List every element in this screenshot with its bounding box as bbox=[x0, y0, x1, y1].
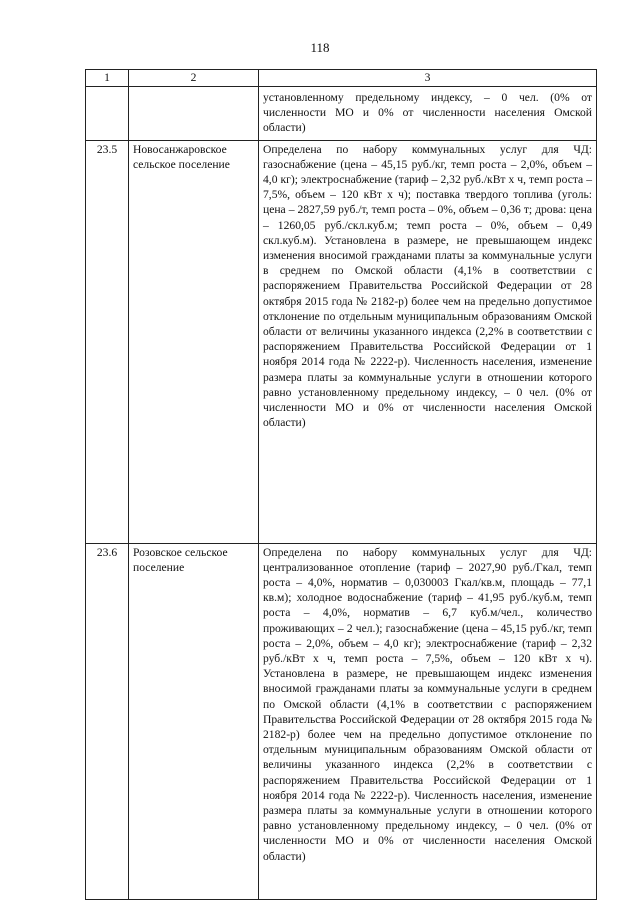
table-row-23-5 bbox=[86, 140, 597, 543]
row-number bbox=[86, 87, 129, 141]
municipality-name: Розовское сельское поселение bbox=[129, 543, 259, 899]
row-description: установленному предельному индексу, – 0 чел. (0% от численности МО и 0% от численности населения Омской области) bbox=[259, 87, 597, 141]
data-table bbox=[85, 69, 597, 900]
row-description: Определена по набору коммунальных услуг для ЧД: централизованное отопление (тариф – 2027,90 руб./Гкал, темп роста – 4,0%, норматив – 0,030003 Гкал/кв.м, площадь – 77,1 кв.м); холодное водоснабжение (тариф – 41,95 руб./куб.м, темп роста – 4,0%, норматив – 6,7 куб.м/чел., количество проживающих – 2 чел.); газоснабжение (цена – 45,15 руб./кг, темп роста – 2,0%, объем – 4,0 кг); электроснабжение (тариф – 2,32 руб./кВт х ч, темп роста – 7,5%, объем – 120 кВт х ч). Установлена в размере, не превышающем индекс изменения вносимой гражданами платы за коммунальные услуги в среднем по Омской области (4,1% в соответствии с распоряжением Правительства Российской Федерации от 28 октября 2015 года № 2182-р) более чем на предельно допустимое отклонение по отдельным муниципальным образованиям Омской области от величины указанного индекса (2,2% в соответствии с распоряжением Правительства Российской Федерации от 1 ноября 2014 года № 2222-р). Численность населения, изменение размера платы за коммунальные услуги в отношении которого равно установленному предельному индексу, – 0 чел. (0% от численности МО и 0% от численности населения Омской области) bbox=[259, 543, 597, 899]
table-header-row bbox=[86, 70, 597, 87]
row-description: Определена по набору коммунальных услуг для ЧД: газоснабжение (цена – 45,15 руб./кг, темп роста – 2,0%, объем – 4,0 кг); электроснабжение (тариф – 2,32 руб./кВт х ч, темп роста – 7,5%, объем – 120 кВт х ч); поставка твердого топлива (уголь: цена – 2827,59 руб./т, темп роста – 0%, объем – 0,36 т; дрова: цена – 1260,05 руб./скл.куб.м; темп роста – 0%, объем – 0,49 скл.куб.м). Установлена в размере, не превышающем индекс изменения вносимой гражданами платы за коммунальные услуги в среднем по Омской области (4,1% в соответствии с распоряжением Правительства Российской Федерации от 28 октября 2015 года № 2182-р) более чем на предельно допустимое отклонение по отдельным муниципальным образованиям Омской области от величины указанного индекса (2,2% в соответствии с распоряжением Правительства Российской Федерации от 1 ноября 2014 года № 2222-р). Численность населения, изменение размера платы за коммунальные услуги в отношении которого равно установленному предельному индексу, – 0 чел. (0% от численности МО и 0% от численности населения Омской области) bbox=[259, 140, 597, 543]
table-row-continuation bbox=[86, 87, 597, 141]
column-header-3: 3 bbox=[259, 70, 597, 87]
table-row-23-6 bbox=[86, 543, 597, 899]
column-header-2: 2 bbox=[129, 70, 259, 87]
column-header-1: 1 bbox=[86, 70, 129, 87]
row-number: 23.6 bbox=[86, 543, 129, 899]
municipality-name: Новосанжаровское сельское поселение bbox=[129, 140, 259, 543]
municipality-name bbox=[129, 87, 259, 141]
page-number: 118 bbox=[310, 40, 330, 55]
row-number: 23.5 bbox=[86, 140, 129, 543]
